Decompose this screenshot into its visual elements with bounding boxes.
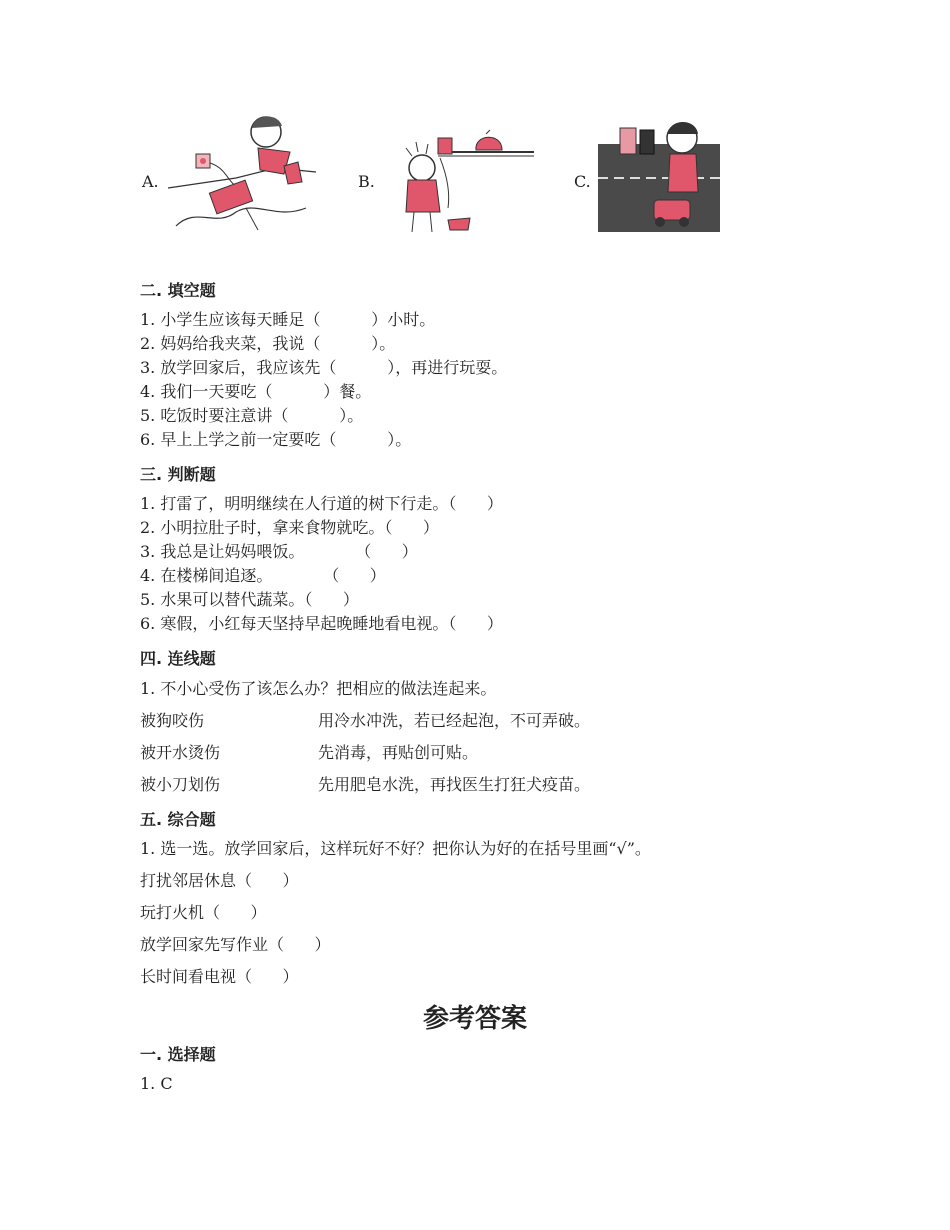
answer-item: 1. C [140, 1074, 173, 1093]
matching-question: 1. 不小心受伤了该怎么办？把相应的做法连起来。 [140, 679, 497, 698]
answer-section-title: 一. 选择题 [140, 1045, 216, 1064]
child-hot-water-illustration-icon [378, 108, 538, 240]
true-false-item: 4. 在楼梯间追逐。 （ ） [140, 566, 386, 585]
comprehensive-item: 长时间看电视（ ） [140, 967, 299, 986]
child-street-illustration-icon [598, 108, 724, 234]
fill-blank-item: 3. 放学回家后，我应该先（ ），再进行玩耍。 [140, 358, 508, 377]
true-false-item: 3. 我总是让妈妈喂饭。 （ ） [140, 542, 418, 561]
matching-left-item: 被开水烫伤 [140, 743, 221, 762]
true-false-item: 5. 水果可以替代蔬菜。（ ） [140, 590, 359, 609]
section-fill-blank-title: 二. 填空题 [140, 281, 216, 300]
option-c-label: C. [574, 172, 591, 191]
section-true-false-title: 三. 判断题 [140, 465, 216, 484]
matching-left-item: 被小刀划伤 [140, 775, 221, 794]
comprehensive-item: 打扰邻居休息（ ） [140, 871, 299, 890]
answer-key-title: 参考答案 [422, 1004, 527, 1034]
option-b-label: B. [358, 172, 375, 191]
matching-right-item: 用冷水冲洗，若已经起泡，不可弄破。 [318, 711, 591, 730]
comprehensive-question: 1. 选一选。放学回家后，这样玩好不好？把你认为好的在括号里画“√”。 [140, 839, 651, 858]
true-false-item: 2. 小明拉肚子时，拿来食物就吃。（ ） [140, 518, 439, 537]
matching-right-item: 先用肥皂水洗，再找医生打狂犬疫苗。 [318, 775, 591, 794]
option-illustrations [138, 108, 738, 243]
true-false-item: 6. 寒假，小红每天坚持早起晚睡地看电视。（ ） [140, 614, 503, 633]
fill-blank-item: 4. 我们一天要吃（ ）餐。 [140, 382, 372, 401]
fill-blank-item: 6. 早上上学之前一定要吃（ ）。 [140, 430, 412, 449]
matching-right-item: 先消毒，再贴创可贴。 [318, 743, 479, 762]
matching-left-item: 被狗咬伤 [140, 711, 205, 730]
fill-blank-item: 5. 吃饭时要注意讲（ ）。 [140, 406, 364, 425]
fill-blank-item: 1. 小学生应该每天睡足（ ）小时。 [140, 310, 436, 329]
child-socket-illustration-icon [166, 108, 326, 240]
true-false-item: 1. 打雷了，明明继续在人行道的树下行走。（ ） [140, 494, 503, 513]
comprehensive-item: 放学回家先写作业（ ） [140, 935, 331, 954]
fill-blank-item: 2. 妈妈给我夹菜，我说（ ）。 [140, 334, 396, 353]
section-comprehensive-title: 五. 综合题 [140, 810, 216, 829]
comprehensive-item: 玩打火机（ ） [140, 903, 267, 922]
option-a-label: A. [142, 172, 159, 191]
section-matching-title: 四. 连线题 [140, 649, 216, 668]
